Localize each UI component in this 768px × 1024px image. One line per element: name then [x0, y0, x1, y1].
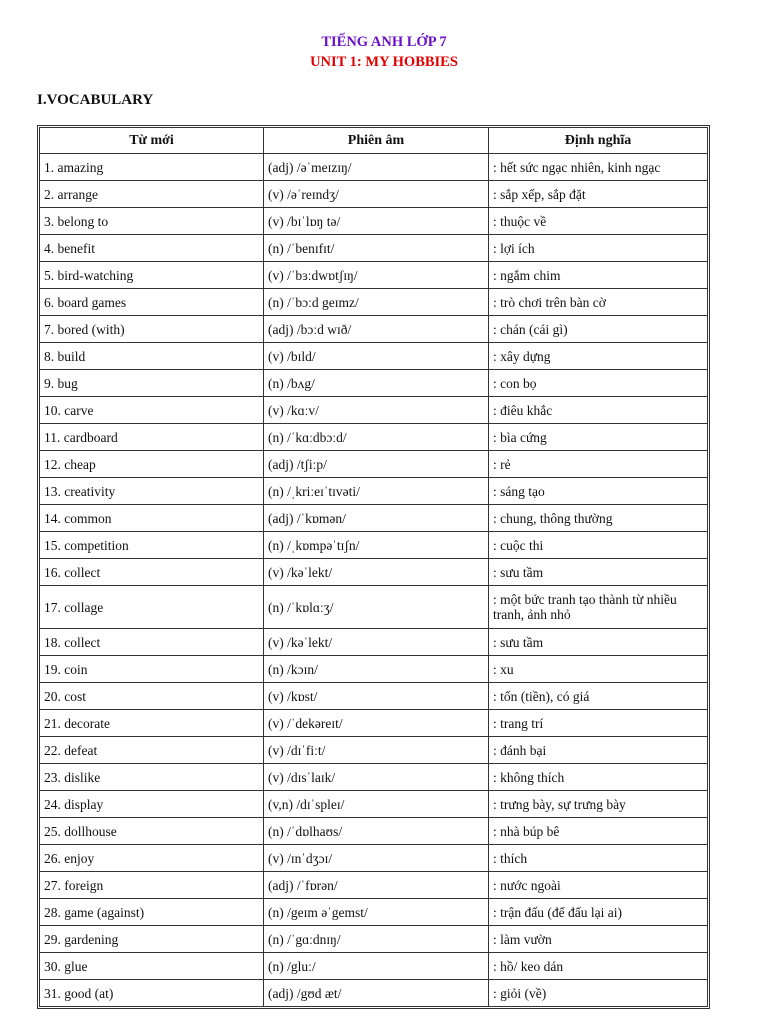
column-header-pronunciation: Phiên âm: [264, 128, 489, 153]
cell-pronunciation: (adj) /ˈfɒrən/: [264, 872, 489, 898]
cell-pronunciation: (v) /bɪld/: [264, 343, 489, 369]
cell-word: 18. collect: [40, 629, 264, 655]
table-row: [40, 289, 707, 316]
table-row: [40, 764, 707, 791]
table-row: [40, 343, 707, 370]
cell-pronunciation: (v) /əˈreɪndʒ/: [264, 181, 489, 207]
cell-word: 21. decorate: [40, 710, 264, 736]
cell-word: 11. cardboard: [40, 424, 264, 450]
table-header-row: [40, 128, 707, 154]
cell-definition: : sưu tầm: [493, 634, 544, 650]
cell-definition: : một bức tranh tạo thành từ nhiều tranh, ảnh nhỏ: [493, 592, 677, 622]
cell-pronunciation: (n) /bʌg/: [264, 370, 489, 396]
table-row: [40, 656, 707, 683]
cell-pronunciation: (n) /ˈgɑːdnɪŋ/: [264, 926, 489, 952]
cell-word: 13. creativity: [40, 478, 264, 504]
cell-word: 9. bug: [40, 370, 264, 396]
table-row: [40, 872, 707, 899]
cell-word: 30. glue: [40, 953, 264, 979]
cell-definition: : nhà búp bê: [493, 823, 560, 839]
cell-word: 15. competition: [40, 532, 264, 558]
cell-word: 26. enjoy: [40, 845, 264, 871]
cell-pronunciation: (v) /kɑːv/: [264, 397, 489, 423]
cell-definition: : giỏi (về): [493, 985, 547, 1001]
cell-word: 31. good (at): [40, 980, 264, 1006]
cell-definition: : trận đấu (để đấu lại ai): [493, 904, 622, 920]
cell-definition: : thích: [493, 850, 528, 866]
table-row: [40, 478, 707, 505]
cell-definition: : không thích: [493, 769, 565, 785]
cell-pronunciation: (v) /ˈbɜːdwɒtʃɪŋ/: [264, 262, 489, 288]
table-row: [40, 586, 707, 629]
cell-pronunciation: (v) /dɪˈfiːt/: [264, 737, 489, 763]
column-header-definition: Định nghĩa: [564, 133, 632, 148]
cell-word: 4. benefit: [40, 235, 264, 261]
cell-word: 5. bird-watching: [40, 262, 264, 288]
unit-title: UNIT 1: MY HOBBIES: [310, 54, 458, 70]
cell-definition: : chán (cái gì): [493, 321, 568, 337]
table-row: [40, 559, 707, 586]
cell-definition: : xây dựng: [493, 348, 551, 364]
cell-word: 7. bored (with): [40, 316, 264, 342]
cell-definition: : con bọ: [493, 375, 537, 391]
cell-pronunciation: (n) /gluː/: [264, 953, 489, 979]
cell-definition: : bìa cứng: [493, 429, 547, 445]
cell-word: 28. game (against): [40, 899, 264, 925]
cell-definition: : ngắm chim: [493, 267, 561, 283]
table-row: [40, 370, 707, 397]
table-row: [40, 710, 707, 737]
cell-definition: : trưng bày, sự trưng bày: [493, 796, 626, 812]
cell-word: 25. dollhouse: [40, 818, 264, 844]
cell-definition: : trang trí: [493, 715, 544, 731]
cell-pronunciation: (v) /ɪnˈdʒɔɪ/: [264, 845, 489, 871]
table-row: [40, 397, 707, 424]
table-row: [40, 451, 707, 478]
cell-word: 24. display: [40, 791, 264, 817]
cell-pronunciation: (v,n) /dɪˈspleɪ/: [264, 791, 489, 817]
cell-definition: : thuộc về: [493, 213, 547, 229]
table-row: [40, 262, 707, 289]
cell-pronunciation: (adj) /bɔːd wɪð/: [264, 316, 489, 342]
cell-word: 17. collage: [40, 586, 264, 628]
cell-definition: : hồ/ keo dán: [493, 958, 564, 974]
cell-pronunciation: (v) /ˈdekəreɪt/: [264, 710, 489, 736]
cell-pronunciation: (adj) /gʊd æt/: [264, 980, 489, 1006]
table-row: [40, 629, 707, 656]
cell-pronunciation: (n) /kɔɪn/: [264, 656, 489, 682]
document-title: TIẾNG ANH LỚP 7: [321, 34, 447, 50]
cell-definition: : hết sức ngạc nhiên, kinh ngạc: [493, 159, 661, 175]
cell-definition: : điêu khắc: [493, 402, 553, 418]
cell-pronunciation: (n) /ˌkɒmpəˈtɪʃn/: [264, 532, 489, 558]
cell-word: 2. arrange: [40, 181, 264, 207]
cell-definition: : làm vườn: [493, 931, 552, 947]
cell-word: 6. board games: [40, 289, 264, 315]
table-row: [40, 980, 707, 1006]
cell-word: 3. belong to: [40, 208, 264, 234]
cell-word: 20. cost: [40, 683, 264, 709]
table-body: [40, 154, 707, 1006]
cell-definition: : lợi ích: [493, 240, 535, 256]
column-header-word: Từ mới: [40, 128, 264, 153]
cell-definition: : sưu tầm: [493, 564, 544, 580]
table-row: [40, 845, 707, 872]
table-row: [40, 737, 707, 764]
cell-definition: : đánh bại: [493, 742, 547, 758]
cell-definition: : xu: [493, 661, 514, 677]
table-row: [40, 953, 707, 980]
cell-pronunciation: (v) /bɪˈlɒŋ tə/: [264, 208, 489, 234]
cell-pronunciation: (n) /ˈkɑːdbɔːd/: [264, 424, 489, 450]
cell-word: 27. foreign: [40, 872, 264, 898]
vocabulary-table: [37, 125, 710, 1009]
table-row: [40, 683, 707, 710]
table-row: [40, 505, 707, 532]
cell-word: 16. collect: [40, 559, 264, 585]
cell-pronunciation: (v) /kɒst/: [264, 683, 489, 709]
cell-pronunciation: (adj) /ˈkɒmən/: [264, 505, 489, 531]
cell-definition: : tốn (tiền), có giá: [493, 688, 590, 704]
cell-word: 22. defeat: [40, 737, 264, 763]
cell-pronunciation: (n) /ˈkɒlɑːʒ/: [264, 586, 489, 628]
cell-word: 12. cheap: [40, 451, 264, 477]
section-heading: I.VOCABULARY: [37, 92, 154, 108]
cell-word: 29. gardening: [40, 926, 264, 952]
cell-pronunciation: (adj) /əˈmeɪzɪŋ/: [264, 154, 489, 180]
table-row: [40, 208, 707, 235]
table-row: [40, 532, 707, 559]
cell-word: 1. amazing: [40, 154, 264, 180]
cell-definition: : sắp xếp, sắp đặt: [493, 186, 586, 202]
cell-pronunciation: (v) /dɪsˈlaɪk/: [264, 764, 489, 790]
cell-definition: : rẻ: [493, 456, 511, 472]
cell-definition: : chung, thông thường: [493, 510, 613, 526]
cell-definition: : cuộc thi: [493, 537, 544, 553]
table-row: [40, 926, 707, 953]
cell-definition: : trò chơi trên bàn cờ: [493, 294, 606, 310]
table-row: [40, 791, 707, 818]
cell-word: 8. build: [40, 343, 264, 369]
table-row: [40, 181, 707, 208]
cell-pronunciation: (n) /ˈdɒlhaʊs/: [264, 818, 489, 844]
cell-word: 19. coin: [40, 656, 264, 682]
cell-definition: : nước ngoài: [493, 877, 561, 893]
cell-word: 14. common: [40, 505, 264, 531]
table-row: [40, 316, 707, 343]
table-row: [40, 424, 707, 451]
cell-pronunciation: (n) /geɪm əˈgemst/: [264, 899, 489, 925]
table-row: [40, 899, 707, 926]
table-row: [40, 818, 707, 845]
table-row: [40, 235, 707, 262]
cell-definition: : sáng tạo: [493, 483, 545, 499]
cell-pronunciation: (n) /ˈbɔːd geɪmz/: [264, 289, 489, 315]
table-row: [40, 154, 707, 181]
cell-pronunciation: (adj) /tʃiːp/: [264, 451, 489, 477]
cell-pronunciation: (v) /kəˈlekt/: [264, 629, 489, 655]
cell-word: 10. carve: [40, 397, 264, 423]
cell-pronunciation: (n) /ˈbenɪfɪt/: [264, 235, 489, 261]
cell-pronunciation: (v) /kəˈlekt/: [264, 559, 489, 585]
cell-pronunciation: (n) /ˌkriːeɪˈtɪvəti/: [264, 478, 489, 504]
cell-word: 23. dislike: [40, 764, 264, 790]
